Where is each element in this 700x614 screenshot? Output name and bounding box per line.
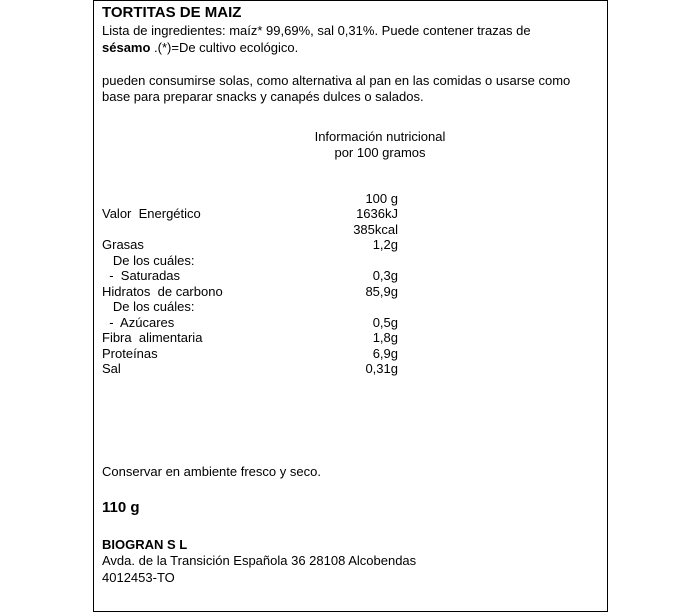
usage-line-1: pueden consumirse solas, como alternativa al pan en las comidas o usarse como	[102, 73, 571, 88]
nutrition-row-label: Fibra alimentaria	[102, 330, 203, 345]
ingredients-line-1: Lista de ingredientes: maíz* 99,69%, sal 0,31%. Puede contener trazas de	[102, 23, 531, 38]
allergen-text: sésamo	[102, 40, 151, 55]
ingredients-line-2	[102, 40, 298, 55]
nutrition-row-label: De los cuáles:	[102, 252, 195, 268]
company-code: 4012453-TO	[102, 570, 175, 585]
nutrition-row-label: Hidratos de carbono	[102, 283, 223, 299]
nutrition-row-value: 1636kJ	[356, 206, 398, 221]
nutrition-row-value: 0,3g	[372, 268, 398, 283]
nutrition-row-value: 1,2g	[372, 237, 398, 252]
storage-instructions: Conservar en ambiente fresco y seco.	[102, 464, 321, 479]
nutrition-row-value: 385kcal	[353, 221, 398, 237]
nutrition-row-label: - Saturadas	[102, 268, 181, 283]
nutrition-row-value: 0,5g	[372, 314, 398, 330]
nutrition-column-header: 100 g	[365, 191, 398, 206]
nutrition-row-value: 85,9g	[365, 283, 398, 299]
nutrition-row-value: 0,31g	[365, 361, 398, 376]
nutrition-row-label: - Azúcares	[102, 314, 175, 330]
nutrition-header-line-1: Información nutricional	[314, 129, 446, 144]
nutrition-row-label: Valor Energético	[102, 206, 201, 221]
ingredients-note: .(*)=De cultivo ecológico.	[150, 40, 299, 55]
company-address: Avda. de la Transición Española 36 28108 Alcobendas	[102, 553, 417, 568]
nutrition-row-label: Grasas	[102, 237, 144, 252]
nutrition-row-label: Sal	[102, 361, 121, 376]
nutrition-row-label: Proteínas	[102, 345, 158, 361]
net-weight: 110 g	[102, 499, 140, 516]
usage-line-2: base para preparar snacks y canapés dulces o salados.	[102, 89, 424, 104]
product-title: TORTITAS DE MAIZ	[102, 4, 242, 21]
nutrition-row-label: De los cuáles:	[102, 299, 195, 314]
company-name: BIOGRAN S L	[102, 537, 188, 552]
nutrition-row-value: 1,8g	[372, 330, 398, 345]
nutrition-row-value: 6,9g	[372, 345, 398, 361]
nutrition-header-line-2: por 100 gramos	[334, 145, 426, 160]
